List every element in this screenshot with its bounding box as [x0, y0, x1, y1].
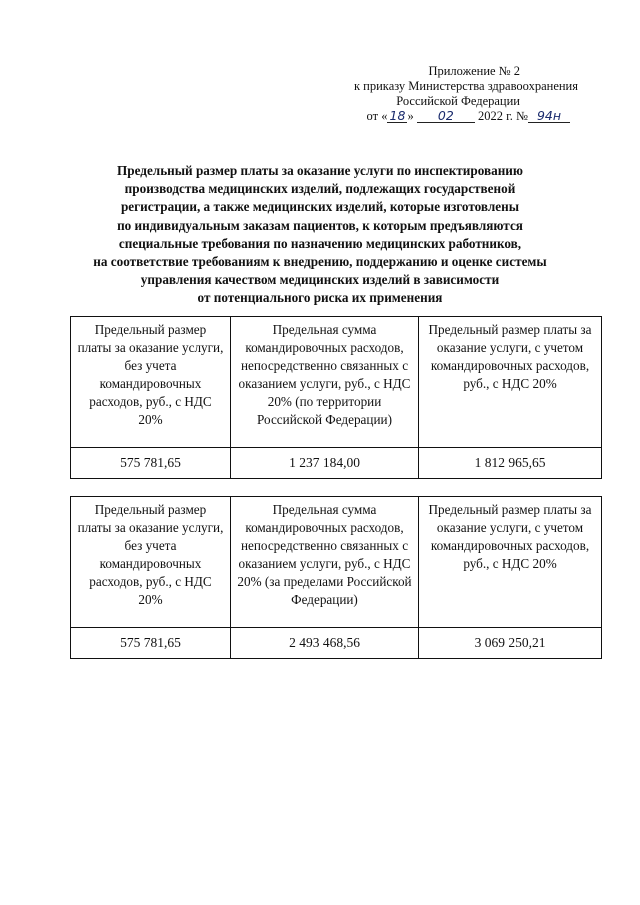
- header-cell-base-fee: Предельный размер платы за оказание услуги, без учета командировочных расходов, руб., с НДС 20%: [71, 317, 231, 448]
- header-cell-total-fee: Предельный размер платы за оказание услуги, с учетом командировочных расходов, руб., с НДС 20%: [419, 317, 602, 448]
- table-header-row: [71, 497, 602, 628]
- title-line: от потенциального риска их применения: [197, 290, 443, 306]
- header-cell-base-fee: Предельный размер платы за оказание услуги, без учета командировочных расходов, руб., с НДС 20%: [71, 497, 231, 628]
- title-line: управления качеством медицинских изделий в зависимости: [140, 272, 500, 288]
- title-line: специальные требования по назначению медицинских работников,: [118, 235, 522, 251]
- title-line: на соответствие требованиям к внедрению, поддержанию и оценке системы: [93, 254, 547, 270]
- fee-table-abroad: [70, 496, 602, 659]
- value-travel-expenses: 1 237 184,00: [231, 448, 419, 479]
- header-cell-travel-expenses: Предельная сумма командировочных расходов, непосредственно связанных с оказанием услуги, руб., с НДС 20% (по территории Российской Федерации): [231, 317, 419, 448]
- appendix-header: [330, 64, 590, 124]
- handwritten-month: 02: [417, 109, 475, 123]
- value-travel-expenses: 2 493 468,56: [231, 628, 419, 659]
- handwritten-order-number: 94н: [528, 109, 570, 123]
- table-row: [71, 628, 602, 659]
- date-prefix: от «: [366, 109, 388, 123]
- order-year: 2022 г. №: [477, 109, 528, 123]
- value-base-fee: 575 781,65: [71, 628, 231, 659]
- value-base-fee: 575 781,65: [71, 448, 231, 479]
- appendix-number: Приложение № 2: [428, 64, 520, 78]
- table-row: [71, 448, 602, 479]
- title-line: Предельный размер платы за оказание услуги по инспектированию: [117, 163, 523, 178]
- date-mid: »: [407, 109, 414, 123]
- title-line: по индивидуальным заказам пациентов, к которым предъявляются: [117, 217, 523, 233]
- document-title: [60, 162, 580, 308]
- order-date-line: [330, 109, 590, 124]
- appendix-federation: Российской Федерации: [396, 94, 520, 108]
- table-header-row: [71, 317, 602, 448]
- header-cell-travel-expenses: Предельная сумма командировочных расходов, непосредственно связанных с оказанием услуги, руб., с НДС 20% (за пределами Российской Федерации): [231, 497, 419, 628]
- title-line: регистрации, а также медицинских изделий, которые изготовлены: [120, 199, 520, 215]
- title-line: производства медицинских изделий, подлежащих государственой: [124, 181, 516, 197]
- header-cell-total-fee: Предельный размер платы за оказание услуги, с учетом командировочных расходов, руб., с НДС 20%: [419, 497, 602, 628]
- value-total-fee: 1 812 965,65: [419, 448, 602, 479]
- fee-table-domestic: [70, 316, 602, 479]
- handwritten-day: 18: [387, 109, 407, 123]
- appendix-order-ref: к приказу Министерства здравоохранения: [353, 79, 578, 93]
- value-total-fee: 3 069 250,21: [419, 628, 602, 659]
